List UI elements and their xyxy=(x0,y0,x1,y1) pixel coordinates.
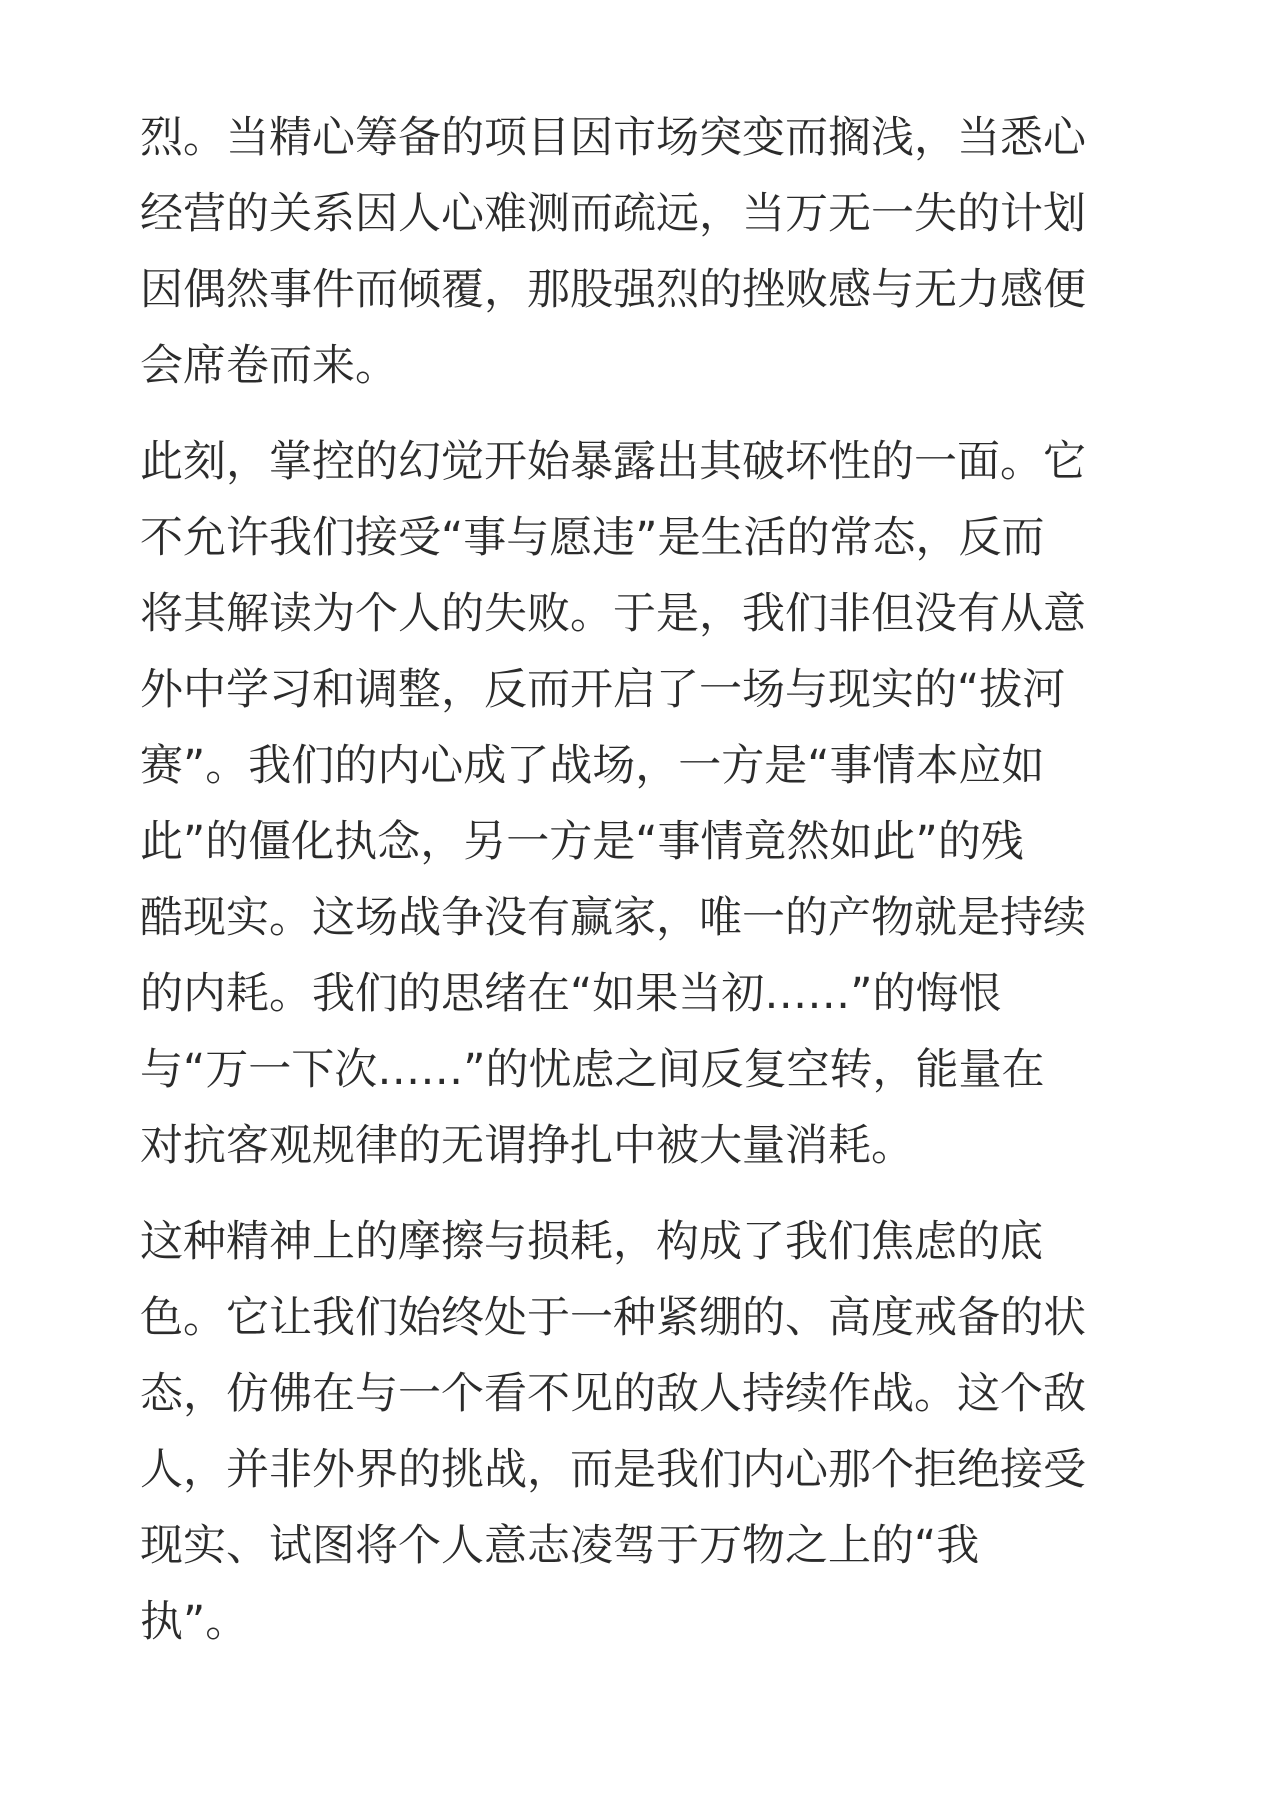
text-line: 不允许我们接受“事与愿违”是生活的常态，反而 xyxy=(140,513,1045,563)
text-line: 与“万一下次……”的忧虑之间反复空转，能量在 xyxy=(140,1045,1045,1095)
article-body xyxy=(140,100,1140,1680)
text-line: 此刻，掌控的幻觉开始暴露出其破坏性的一面。它 xyxy=(140,437,1086,487)
paragraph-2 xyxy=(140,424,1140,1184)
text-line: 赛”。我们的内心成了战场，一方是“事情本应如 xyxy=(140,741,1045,791)
text-line: 现实、试图将个人意志凌驾于万物之上的“我 xyxy=(140,1521,980,1571)
text-line: 会席卷而来。 xyxy=(140,341,398,391)
text-line: 执”。 xyxy=(140,1597,249,1647)
text-line: 因偶然事件而倾覆，那股强烈的挫败感与无力感便 xyxy=(140,265,1086,315)
paragraph-3 xyxy=(140,1204,1140,1660)
text-line: 此”的僵化执念，另一方是“事情竟然如此”的残 xyxy=(140,817,1024,867)
text-line: 外中学习和调整，反而开启了一场与现实的“拔河 xyxy=(140,665,1066,715)
text-line: 态，仿佛在与一个看不见的敌人持续作战。这个敌 xyxy=(140,1369,1086,1419)
text-line: 将其解读为个人的失败。于是，我们非但没有从意 xyxy=(140,589,1086,639)
text-line: 烈。当精心筹备的项目因市场突变而搁浅，当悉心 xyxy=(140,113,1086,163)
paragraph-1 xyxy=(140,100,1140,404)
text-line: 这种精神上的摩擦与损耗，构成了我们焦虑的底 xyxy=(140,1217,1043,1267)
text-line: 色。它让我们始终处于一种紧绷的、高度戒备的状 xyxy=(140,1293,1086,1343)
text-line: 酷现实。这场战争没有赢家，唯一的产物就是持续 xyxy=(140,893,1086,943)
text-line: 人，并非外界的挑战，而是我们内心那个拒绝接受 xyxy=(140,1445,1086,1495)
text-line: 对抗客观规律的无谓挣扎中被大量消耗。 xyxy=(140,1121,914,1171)
text-line: 的内耗。我们的思绪在“如果当初……”的悔恨 xyxy=(140,969,1002,1019)
text-line: 经营的关系因人心难测而疏远，当万无一失的计划 xyxy=(140,189,1086,239)
